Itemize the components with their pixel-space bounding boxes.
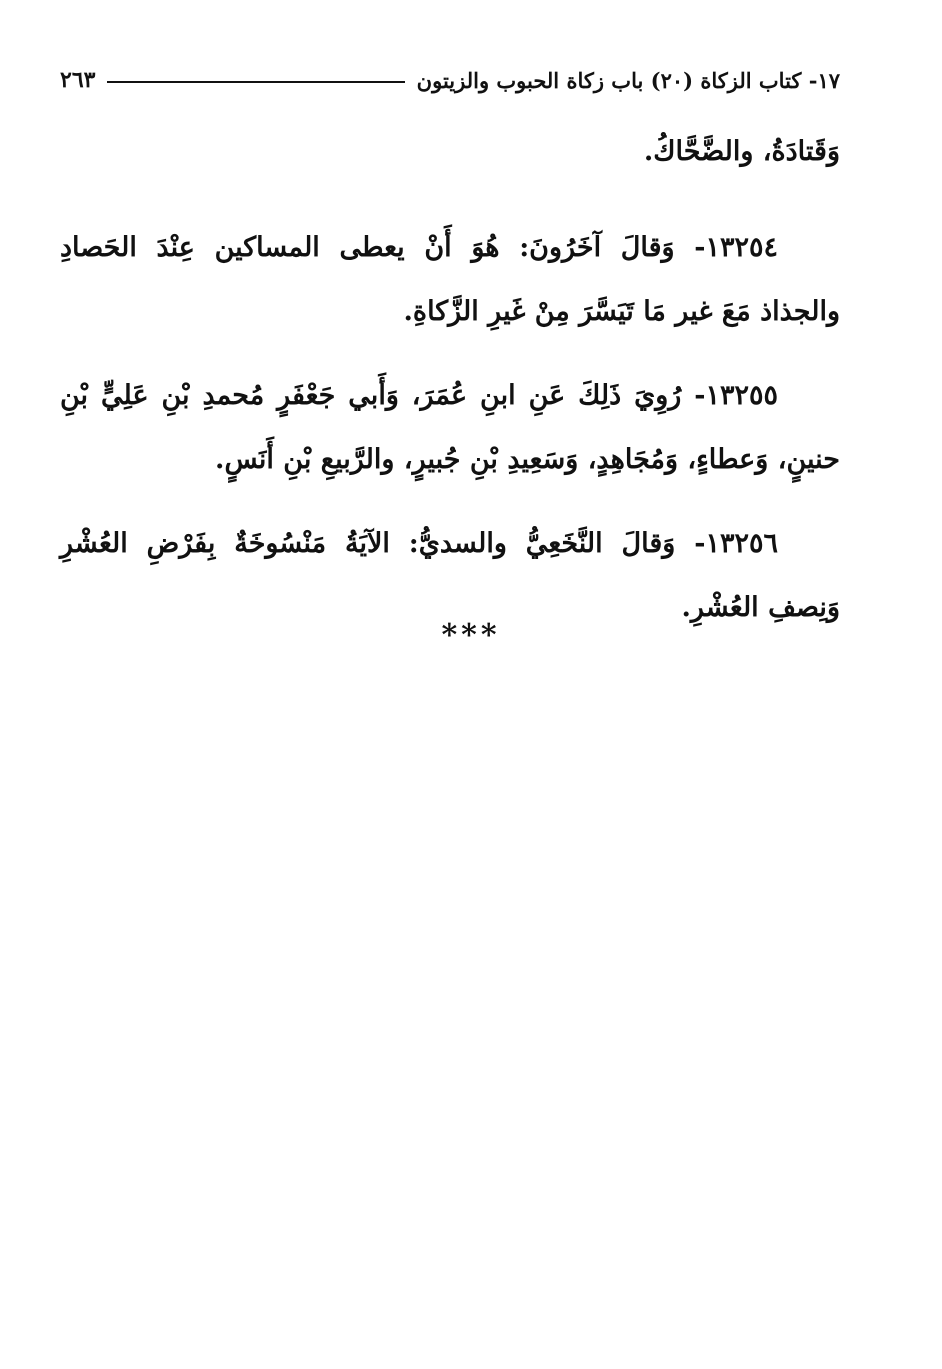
paragraph-text: وَقالَ آخَرُونَ: هُوَ أَنْ يعطى المساكين عِنْدَ الحَصادِ والجذاذ مَعَ غير مَا تَيَسَّرَ مِنْ غَيرِ الزَّكاةِ. <box>60 232 840 327</box>
paragraph-number: ١٣٢٥٥- <box>694 380 778 411</box>
header-rule <box>107 81 404 83</box>
paragraph-number: ١٣٢٥٤- <box>694 232 778 263</box>
page-number: ٢٦٣ <box>60 67 96 93</box>
paragraph-number: ١٣٢٥٦- <box>694 528 778 559</box>
paragraph-13254 <box>60 216 840 344</box>
paragraph-text: رُوِيَ ذَلِكَ عَنِ ابنِ عُمَرَ، وَأَبي جَعْفَرٍ مُحمدِ بْنِ عَلِيٍّ بْنِ حنينٍ، وَعطاءٍ، وَمُجَاهِدٍ، وَسَعِيدِ بْنِ جُبيرٍ، والرَّبيعِ بْنِ أَنَسٍ. <box>60 380 840 475</box>
page-header <box>60 60 840 100</box>
paragraph-text: وَقالَ النَّخَعِيُّ والسديُّ: الآيَةُ مَنْسُوخَةٌ بِفَرْضِ العُشْرِ وَنِصفِ العُشْرِ. <box>60 528 840 623</box>
paragraph-13255 <box>60 364 840 492</box>
paragraph-continuation <box>60 120 840 184</box>
running-title: ١٧- كتاب الزكاة (٢٠) باب زكاة الحبوب والزيتون <box>416 67 840 93</box>
section-separator: *** <box>441 618 501 653</box>
paragraph-text: وَقَتادَةُ، والضَّحَّاكُ. <box>643 136 840 167</box>
body-text <box>60 120 840 660</box>
